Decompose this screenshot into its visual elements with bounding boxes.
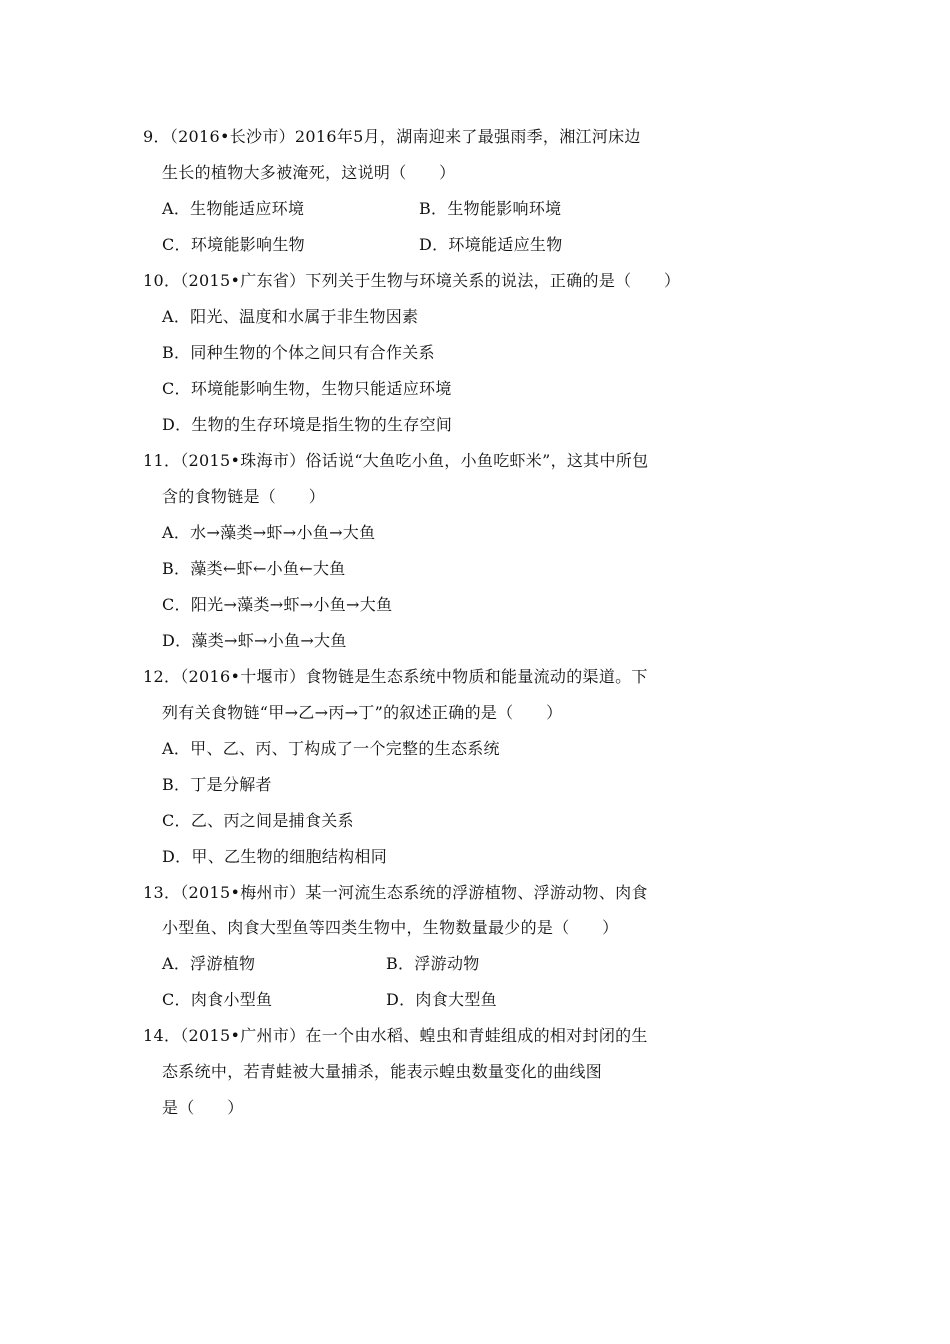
question-11-stem-line-1: 11．（2015•珠海市）俗话说“大鱼吃小鱼，小鱼吃虾米”，这其中所包 — [143, 451, 649, 470]
question-13-option-b: B．浮游动物 — [386, 954, 480, 973]
question-10-option-b: B．同种生物的个体之间只有合作关系 — [162, 343, 435, 362]
question-10-option-a: A．阳光、温度和水属于非生物因素 — [162, 307, 419, 326]
question-12-option-d: D．甲、乙生物的细胞结构相同 — [162, 847, 388, 866]
question-12-option-b: B．丁是分解者 — [162, 775, 272, 794]
question-13-stem-line-1: 13．（2015•梅州市）某一河流生态系统的浮游植物、浮游动物、肉食 — [143, 883, 648, 902]
question-9-stem-line-1: 9．（2016•长沙市）2016年5月，湖南迎来了最强雨季，湘江河床边 — [143, 127, 641, 146]
question-12-stem-line-2: 列有关食物链“甲→乙→丙→丁”的叙述正确的是（ ） — [162, 703, 563, 722]
question-9-option-a: A．生物能适应环境 — [162, 199, 305, 218]
question-10-option-c: C．环境能影响生物，生物只能适应环境 — [162, 379, 452, 398]
question-10-stem-line-1: 10．（2015•广东省）下列关于生物与环境关系的说法，正确的是（ ） — [143, 271, 681, 290]
question-12-option-a: A．甲、乙、丙、丁构成了一个完整的生态系统 — [162, 739, 500, 758]
question-14-stem-line-2: 态系统中，若青蛙被大量捕杀，能表示蝗虫数量变化的曲线图 — [162, 1062, 603, 1081]
question-14-stem-line-1: 14．（2015•广州市）在一个由水稻、蝗虫和青蛙组成的相对封闭的生 — [143, 1026, 648, 1045]
question-9-option-c: C．环境能影响生物 — [162, 235, 305, 254]
question-12-stem-line-1: 12．（2016•十堰市）食物链是生态系统中物质和能量流动的渠道。下 — [143, 667, 648, 686]
question-10-option-d: D．生物的生存环境是指生物的生存空间 — [162, 415, 453, 434]
question-11-option-a: A．水→藻类→虾→小鱼→大鱼 — [162, 523, 376, 542]
question-13-option-d: D．肉食大型鱼 — [386, 990, 497, 1009]
question-11-option-b: B．藻类←虾←小鱼←大鱼 — [162, 559, 346, 578]
question-13-option-c: C．肉食小型鱼 — [162, 990, 273, 1009]
question-13-option-a: A．浮游植物 — [162, 954, 256, 973]
question-11-option-d: D．藻类→虾→小鱼→大鱼 — [162, 631, 347, 650]
question-12-option-c: C．乙、丙之间是捕食关系 — [162, 811, 354, 830]
question-11-option-c: C．阳光→藻类→虾→小鱼→大鱼 — [162, 595, 393, 614]
question-14-stem-line-3: 是（ ） — [162, 1098, 244, 1117]
question-9-option-b: B．生物能影响环境 — [419, 199, 562, 218]
question-9-stem-line-2: 生长的植物大多被淹死，这说明（ ） — [162, 163, 456, 182]
question-13-stem-line-2: 小型鱼、肉食大型鱼等四类生物中，生物数量最少的是（ ） — [162, 918, 619, 937]
question-9-option-d: D．环境能适应生物 — [419, 235, 563, 254]
question-11-stem-line-2: 含的食物链是（ ） — [162, 487, 326, 506]
